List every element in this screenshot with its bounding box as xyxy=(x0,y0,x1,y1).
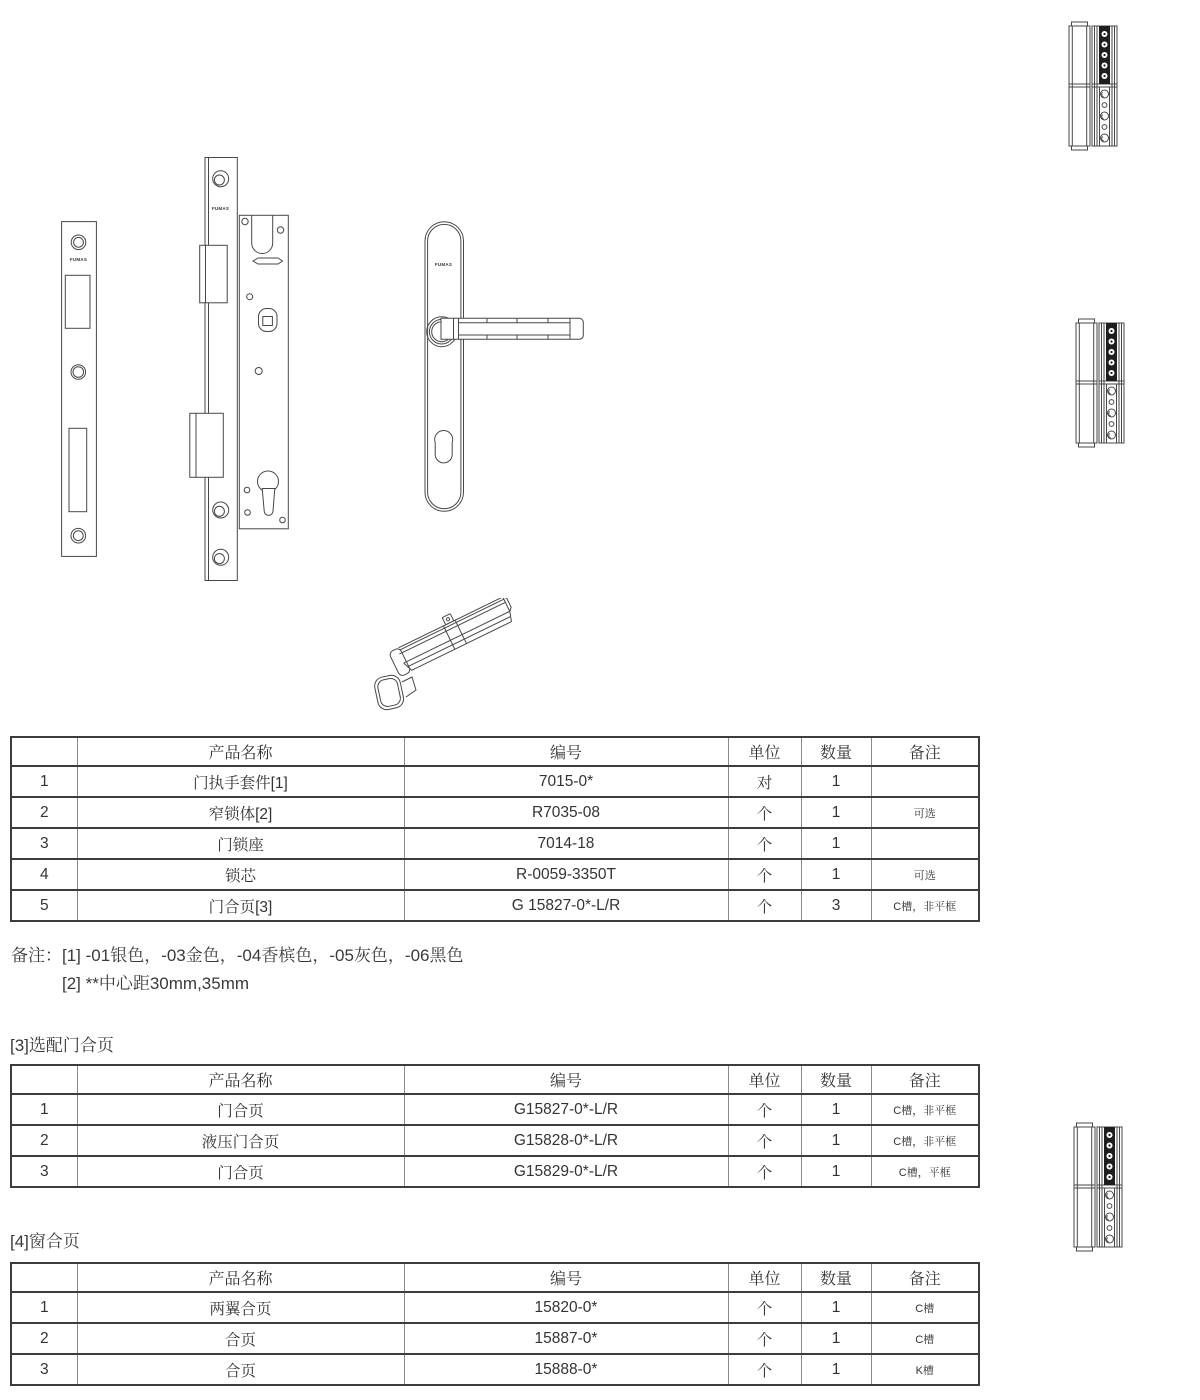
optional-door-hinges-table-wrapper xyxy=(10,1064,980,1188)
table-cell: 2 xyxy=(11,1125,77,1156)
table-cell: 个 xyxy=(728,828,801,859)
note-line-1: [1] -01银色，-03金色，-04香槟色，-05灰色，-06黑色 xyxy=(62,946,464,965)
notes-label: 备注： xyxy=(11,946,62,965)
column-header: 单位 xyxy=(728,1065,801,1094)
column-header: 产品名称 xyxy=(77,737,404,766)
table-cell: C槽 xyxy=(871,1323,979,1354)
door-hinge-drawing-2 xyxy=(1075,317,1125,449)
table-row xyxy=(11,1354,979,1385)
column-header: 数量 xyxy=(801,1065,871,1094)
header-row xyxy=(11,1065,979,1094)
table-row xyxy=(11,1156,979,1187)
table-cell: 2 xyxy=(11,797,77,828)
table-cell: 液压门合页 xyxy=(77,1125,404,1156)
door-hinge-drawing-1 xyxy=(1068,20,1118,152)
window-hinges-table xyxy=(10,1262,980,1386)
table-cell: C槽，平框 xyxy=(871,1156,979,1187)
table-cell: 1 xyxy=(801,766,871,797)
table-cell: 可选 xyxy=(871,859,979,890)
brand-logo-text: FUMAS xyxy=(211,206,230,211)
column-header: 单位 xyxy=(728,737,801,766)
table-cell: C槽，非平框 xyxy=(871,1094,979,1125)
table-cell: 5 xyxy=(11,890,77,921)
header-row xyxy=(11,1263,979,1292)
table-cell: 门合页[3] xyxy=(77,890,404,921)
table-cell: 1 xyxy=(11,1292,77,1323)
table-row xyxy=(11,797,979,828)
table-cell: 个 xyxy=(728,1094,801,1125)
table-cell: 1 xyxy=(801,1156,871,1187)
bom-table xyxy=(10,736,980,922)
brand-logo-text: FUMAS xyxy=(434,262,453,267)
column-header xyxy=(11,1263,77,1292)
table-cell: 1 xyxy=(801,1125,871,1156)
column-header xyxy=(11,737,77,766)
table-cell: 1 xyxy=(801,1292,871,1323)
table-cell: 15888-0* xyxy=(404,1354,728,1385)
table-cell: R7035-08 xyxy=(404,797,728,828)
table-cell: 个 xyxy=(728,1156,801,1187)
table-cell: 1 xyxy=(801,1094,871,1125)
table-row xyxy=(11,890,979,921)
table-row xyxy=(11,828,979,859)
table-row xyxy=(11,1125,979,1156)
table-cell: 3 xyxy=(11,828,77,859)
column-header: 产品名称 xyxy=(77,1263,404,1292)
table-cell: 3 xyxy=(11,1156,77,1187)
column-header: 产品名称 xyxy=(77,1065,404,1094)
table-cell: 2 xyxy=(11,1323,77,1354)
note-line-2: [2] **中心距30mm,35mm xyxy=(62,974,250,993)
column-header: 编号 xyxy=(404,737,728,766)
column-header: 单位 xyxy=(728,1263,801,1292)
table-cell: 个 xyxy=(728,859,801,890)
table-cell: 15820-0* xyxy=(404,1292,728,1323)
table-cell: 门合页 xyxy=(77,1094,404,1125)
column-header: 编号 xyxy=(404,1263,728,1292)
table-cell: 7015-0* xyxy=(404,766,728,797)
table-cell: 1 xyxy=(801,797,871,828)
section-title-window-hinges: [4]窗合页 xyxy=(10,1232,80,1251)
table-cell: 门合页 xyxy=(77,1156,404,1187)
column-header xyxy=(11,1065,77,1094)
column-header: 备注 xyxy=(871,1263,979,1292)
table-cell xyxy=(871,828,979,859)
table-cell: 门锁座 xyxy=(77,828,404,859)
table-cell: 两翼合页 xyxy=(77,1292,404,1323)
table-cell: 个 xyxy=(728,1354,801,1385)
table-row xyxy=(11,766,979,797)
door-hinge-drawing-3 xyxy=(1073,1121,1123,1253)
strike-plate-drawing xyxy=(61,221,97,557)
handle-set-drawing xyxy=(424,221,586,513)
table-cell: 锁芯 xyxy=(77,859,404,890)
table-cell: G15828-0*-L/R xyxy=(404,1125,728,1156)
column-header: 备注 xyxy=(871,1065,979,1094)
table-row xyxy=(11,859,979,890)
table-cell: 窄锁体[2] xyxy=(77,797,404,828)
table-cell: K槽 xyxy=(871,1354,979,1385)
window-hinges-table-wrapper xyxy=(10,1262,980,1386)
table-row xyxy=(11,1292,979,1323)
section-title-optional-door-hinges: [3]选配门合页 xyxy=(10,1036,114,1055)
table-cell: 1 xyxy=(11,1094,77,1125)
table-cell xyxy=(871,766,979,797)
table-cell: G 15827-0*-L/R xyxy=(404,890,728,921)
table-cell: G15827-0*-L/R xyxy=(404,1094,728,1125)
table-cell: 1 xyxy=(801,828,871,859)
table-cell: 4 xyxy=(11,859,77,890)
table-cell: 对 xyxy=(728,766,801,797)
table-cell: C槽，非平框 xyxy=(871,890,979,921)
table-cell: 15887-0* xyxy=(404,1323,728,1354)
column-header: 编号 xyxy=(404,1065,728,1094)
notes xyxy=(11,942,463,998)
table-cell: 个 xyxy=(728,1292,801,1323)
table-cell: 3 xyxy=(801,890,871,921)
header-row xyxy=(11,737,979,766)
table-cell: C槽 xyxy=(871,1292,979,1323)
table-cell: 个 xyxy=(728,797,801,828)
table-cell: 合页 xyxy=(77,1354,404,1385)
table-cell: 个 xyxy=(728,1323,801,1354)
column-header: 数量 xyxy=(801,737,871,766)
bom-table-wrapper xyxy=(10,736,980,922)
table-row xyxy=(11,1323,979,1354)
table-cell: 1 xyxy=(11,766,77,797)
mortise-lock-drawing xyxy=(189,156,290,583)
table-cell: 1 xyxy=(801,1323,871,1354)
column-header: 备注 xyxy=(871,737,979,766)
lock-cylinder-drawing xyxy=(368,598,528,716)
optional-door-hinges-table xyxy=(10,1064,980,1188)
table-cell: 7014-18 xyxy=(404,828,728,859)
table-cell: 1 xyxy=(801,859,871,890)
brand-logo-text: FUMAS xyxy=(69,257,88,262)
table-cell: C槽，非平框 xyxy=(871,1125,979,1156)
table-cell: 可选 xyxy=(871,797,979,828)
table-cell: 门执手套件[1] xyxy=(77,766,404,797)
table-cell: 1 xyxy=(801,1354,871,1385)
table-cell: 个 xyxy=(728,1125,801,1156)
column-header: 数量 xyxy=(801,1263,871,1292)
table-cell: 3 xyxy=(11,1354,77,1385)
table-cell: 个 xyxy=(728,890,801,921)
table-cell: G15829-0*-L/R xyxy=(404,1156,728,1187)
table-cell: R-0059-3350T xyxy=(404,859,728,890)
table-cell: 合页 xyxy=(77,1323,404,1354)
table-row xyxy=(11,1094,979,1125)
